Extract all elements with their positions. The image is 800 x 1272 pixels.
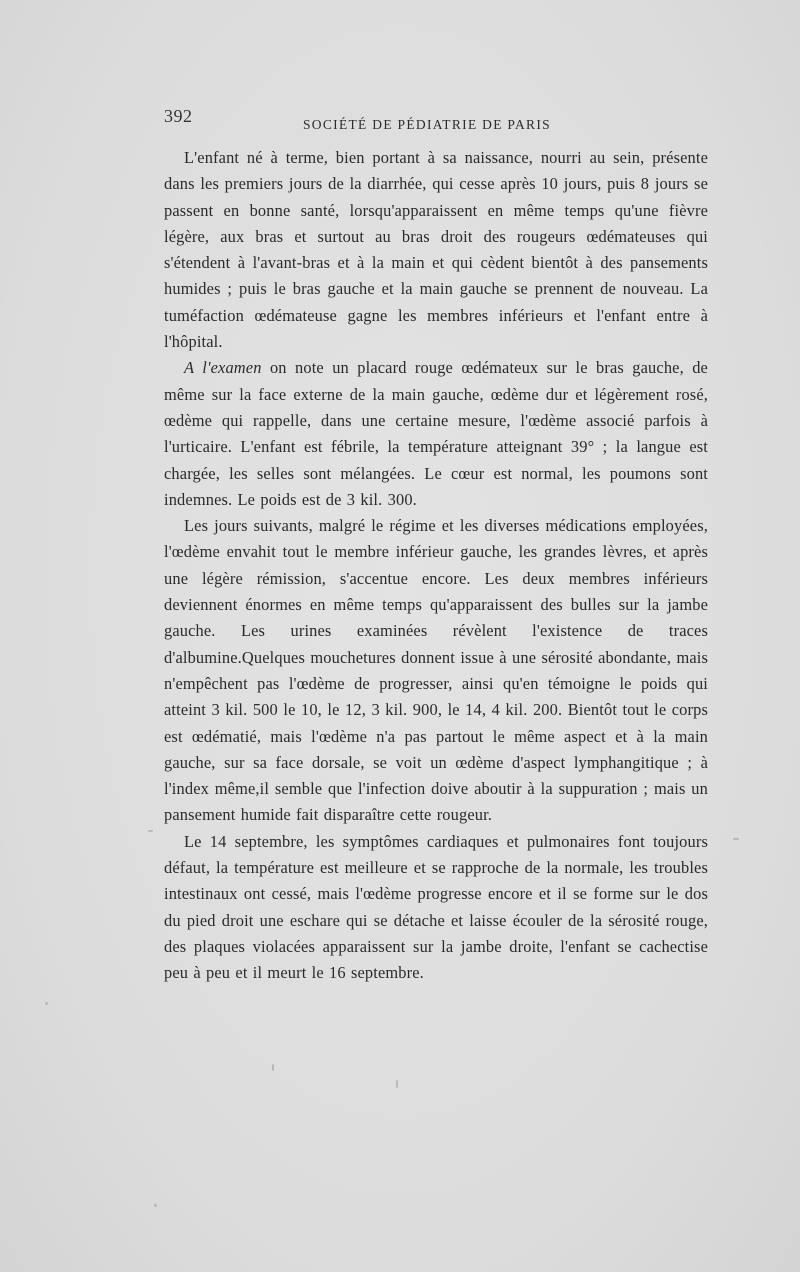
paragraph-2 (164, 355, 708, 513)
body-text (164, 145, 708, 987)
paper-speck (148, 830, 153, 832)
running-title: SOCIÉTÉ DE PÉDIATRIE DE PARIS (303, 117, 551, 132)
paragraph-2-text: on note un placard rouge œdémateux sur le bras gauche, de même sur la face externe de la main gauche, œdème dur et légèrement rosé, œdème qui rappelle, dans une certaine mesure, l'œdème associé parfois à l'urticaire. L'enfant est fébrile, la température atteignant 39° ; la langue est chargée, les selles sont mélangées. Le cœur est normal, les poumons sont indemnes. Le poids est de 3 kil. 300. (164, 358, 708, 509)
page-header (164, 104, 712, 134)
paper-speck (272, 1064, 274, 1071)
paper-speck (396, 1080, 398, 1088)
paragraph-3: Les jours suivants, malgré le régime et les diverses médications employées, l'œdème envahit tout le membre inférieur gauche, les grandes lèvres, et après une légère rémission, s'accentue encore. Les deux membres inférieurs deviennent énormes en même temps qu'apparaissent des bulles sur la jambe gauche. Les urines examinées révèlent l'existence de traces d'albumine.Quelques mouchetures donnent issue à une sérosité abondante, mais n'empêchent pas l'œdème de progresser, ainsi qu'en témoigne le poids qui atteint 3 kil. 500 le 10, le 12, 3 kil. 900, le 14, 4 kil. 200. Bientôt tout le corps est œdématié, mais l'œdème n'a pas partout le même aspect et à la main gauche, sur sa face dorsale, se voit un œdème d'aspect lymphangitique ; à l'index même,il semble que l'infection doive aboutir à la suppuration ; mais un pansement humide fait disparaître cette rougeur. (164, 516, 708, 825)
paragraph-4: Le 14 septembre, les symptômes cardiaques et pulmonaires font toujours défaut, la température est meilleure et se rapproche de la normale, les troubles intestinaux ont cessé, mais l'œdème progresse encore et il se forme sur le dos du pied droit une eschare qui se détache et laisse écouler de la sérosité rouge, des plaques violacées apparaissent sur la jambe droite, l'enfant se cachectise peu à peu et il meurt le 16 septembre. (164, 831, 708, 983)
page-number: 392 (164, 106, 193, 126)
paper-speck (154, 1204, 157, 1207)
paper-speck (45, 1002, 48, 1005)
paragraph-1: L'enfant né à terme, bien portant à sa naissance, nourri au sein, présente dans les premiers jours de la diarrhée, qui cesse après 10 jours, puis 8 jours se passent en bonne santé, lorsqu'apparaissent en même temps qu'une fièvre légère, aux bras et surtout au bras droit des rougeurs œdémateuses qui s'étendent à l'avant-bras et à la main et qui cèdent bientôt à des pansements humides ; puis le bras gauche et la main gauche se prennent de nouveau. La tuméfaction œdémateuse gagne les membres inférieurs et l'enfant entre à l'hôpital. (164, 148, 708, 352)
paper-speck (733, 838, 739, 840)
paragraph-2-lead: A l'examen (184, 358, 262, 378)
